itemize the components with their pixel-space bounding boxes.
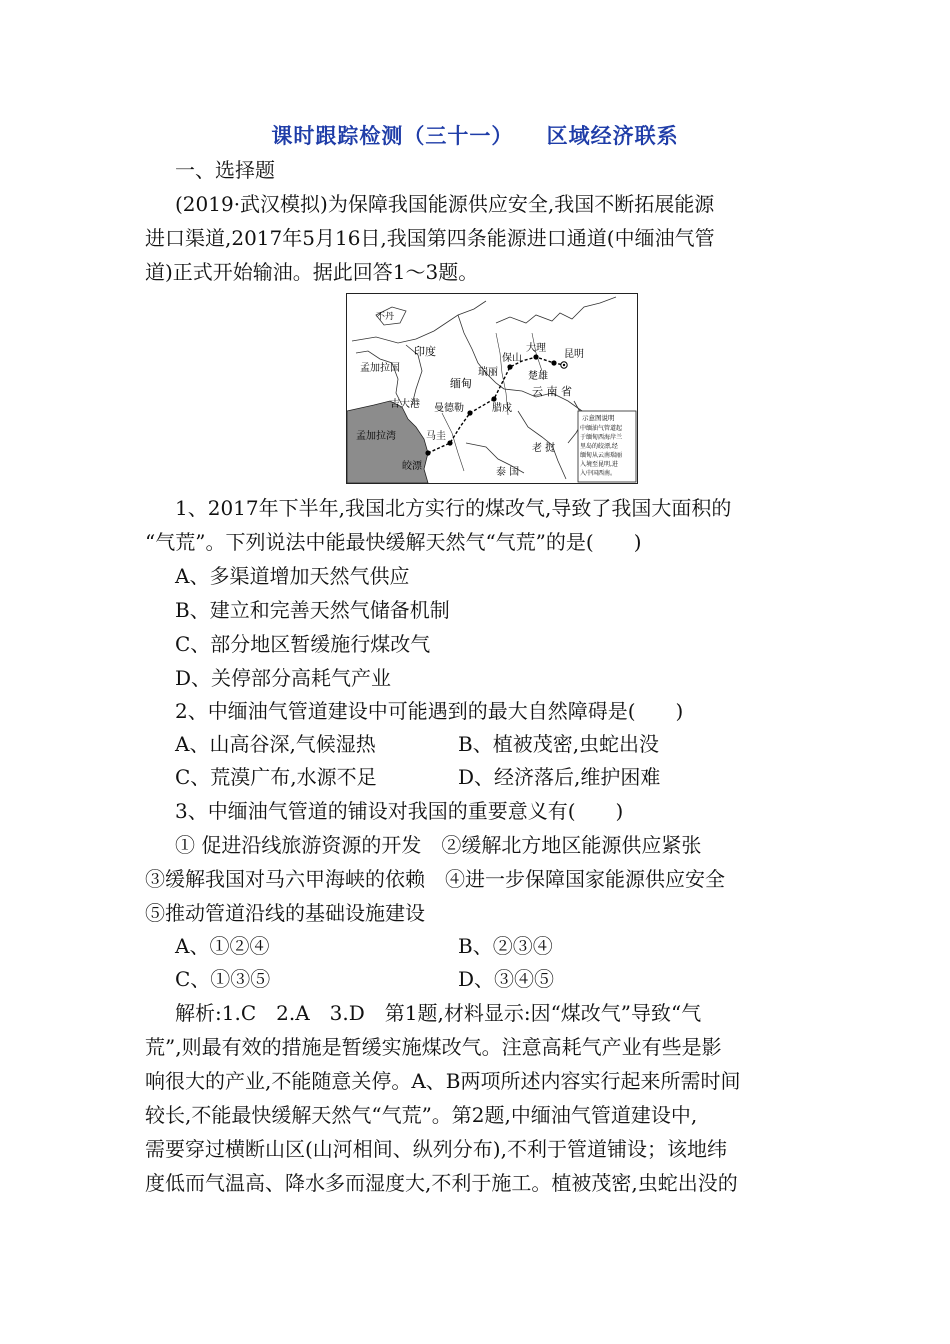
question-3-option-a: A、①②④ (175, 934, 270, 958)
legend-title: 示意图说明 (582, 414, 615, 422)
map-label-thailand: 泰 国 (496, 467, 520, 478)
analysis-line: 需要穿过横断山区(山河相间、纵列分布),不利于管道铺设；该地纬 (145, 1137, 727, 1161)
map-label-mandalay: 曼德勒 (434, 403, 464, 414)
map-label-chittagong: 吉大港 (390, 399, 420, 410)
question-3-item: ① 促进沿线旅游资源的开发 ②缓解北方地区能源供应紧张 (175, 833, 702, 857)
analysis-line: 较长,不能最快缓解天然气“气荒”。第2题,中缅油气管道建设中, (145, 1103, 698, 1127)
analysis-line: 度低而气温高、降水多而湿度大,不利于施工。植被茂密,虫蛇出没的 (145, 1171, 738, 1195)
analysis-line: 解析:1.C 2.A 3.D 第1题,材料显示:因“煤改气”导致“气 (175, 1001, 702, 1025)
question-2-option-d: D、经济落后,维护困难 (458, 765, 661, 789)
map-label-kunming: 昆明 (564, 349, 584, 360)
map-label-myanmar: 缅甸 (450, 377, 472, 390)
legend-line: 于缅甸西海岸兰 (580, 434, 623, 441)
legend-line: 入境至昆明,进 (580, 461, 618, 468)
map-label-lashio: 腊戍 (492, 403, 512, 414)
legend-line: 缅甸从云南瑞丽 (580, 452, 623, 459)
question-1-stem: 1、2017年下半年,我国北方实行的煤改气,导致了我国大面积的 (175, 496, 732, 520)
question-2-option-a: A、山高谷深,气候湿热 (175, 732, 376, 756)
question-3-option-c: C、①③⑤ (175, 967, 271, 991)
intro-line: 进口渠道,2017年5月16日,我国第四条能源进口通道(中缅油气管 (145, 226, 715, 250)
map-label-bangladesh: 孟加拉国 (360, 363, 400, 374)
map-label-chuxiong: 楚雄 (528, 371, 548, 382)
question-2-stem: 2、中缅油气管道建设中可能遇到的最大自然障碍是( ) (175, 699, 684, 723)
map-legend (578, 411, 636, 482)
question-3-option-b: B、②③④ (458, 934, 553, 958)
legend-line: 中缅油气管道起 (580, 425, 623, 432)
page-title: 课时跟踪检测（三十一） 区域经济联系 (271, 123, 679, 148)
intro-line: 道)正式开始输油。据此回答1～3题。 (145, 260, 479, 284)
map-label-ruili: 瑞丽 (478, 367, 498, 378)
question-1-option-a: A、多渠道增加天然气供应 (175, 564, 410, 588)
map-label-bhutan: 不丹 (376, 312, 395, 322)
question-3-item: ⑤推动管道沿线的基础设施建设 (145, 901, 425, 925)
map-label-yunnan: 云 南 省 (532, 385, 572, 398)
map-label-baoshan: 保山 (502, 353, 522, 364)
question-1-stem: “气荒”。下列说法中能最快缓解天然气“气荒”的是( ) (145, 530, 642, 554)
map-label-bay: 孟加拉湾 (356, 431, 396, 442)
analysis-line: 荒”,则最有效的措施是暂缓实施煤改气。注意高耗气产业有些是影 (145, 1035, 722, 1059)
section-heading: 一、选择题 (175, 158, 275, 182)
question-1-option-c: C、部分地区暂缓施行煤改气 (175, 632, 431, 656)
question-3-item: ③缓解我国对马六甲海峡的依赖 ④进一步保障国家能源供应安全 (145, 867, 725, 891)
question-3-option-d: D、③④⑤ (458, 967, 555, 991)
map-label-dali: 大理 (526, 343, 546, 354)
legend-line: 里岛的皎漂,经 (580, 443, 618, 450)
question-1-option-d: D、关停部分高耗气产业 (175, 666, 392, 690)
map-label-kyaukphyu: 皎漂 (402, 461, 422, 472)
legend-line: 入中国西南。 (580, 470, 617, 477)
map-label-magway: 马圭 (426, 431, 446, 442)
question-2-option-c: C、荒漠广布,水源不足 (175, 765, 377, 789)
intro-line: (2019·武汉模拟)为保障我国能源供应安全,我国不断拓展能源 (175, 192, 715, 216)
analysis-line: 响很大的产业,不能随意关停。A、B两项所述内容实行起来所需时间 (145, 1069, 741, 1093)
question-3-stem: 3、中缅油气管道的铺设对我国的重要意义有( ) (175, 799, 624, 823)
pipeline-map (346, 293, 638, 484)
map-label-india: 印度 (414, 345, 436, 358)
question-1-option-b: B、建立和完善天然气储备机制 (175, 598, 450, 622)
question-2-option-b: B、植被茂密,虫蛇出没 (458, 732, 660, 756)
map-label-laos: 老 挝 (532, 443, 556, 454)
